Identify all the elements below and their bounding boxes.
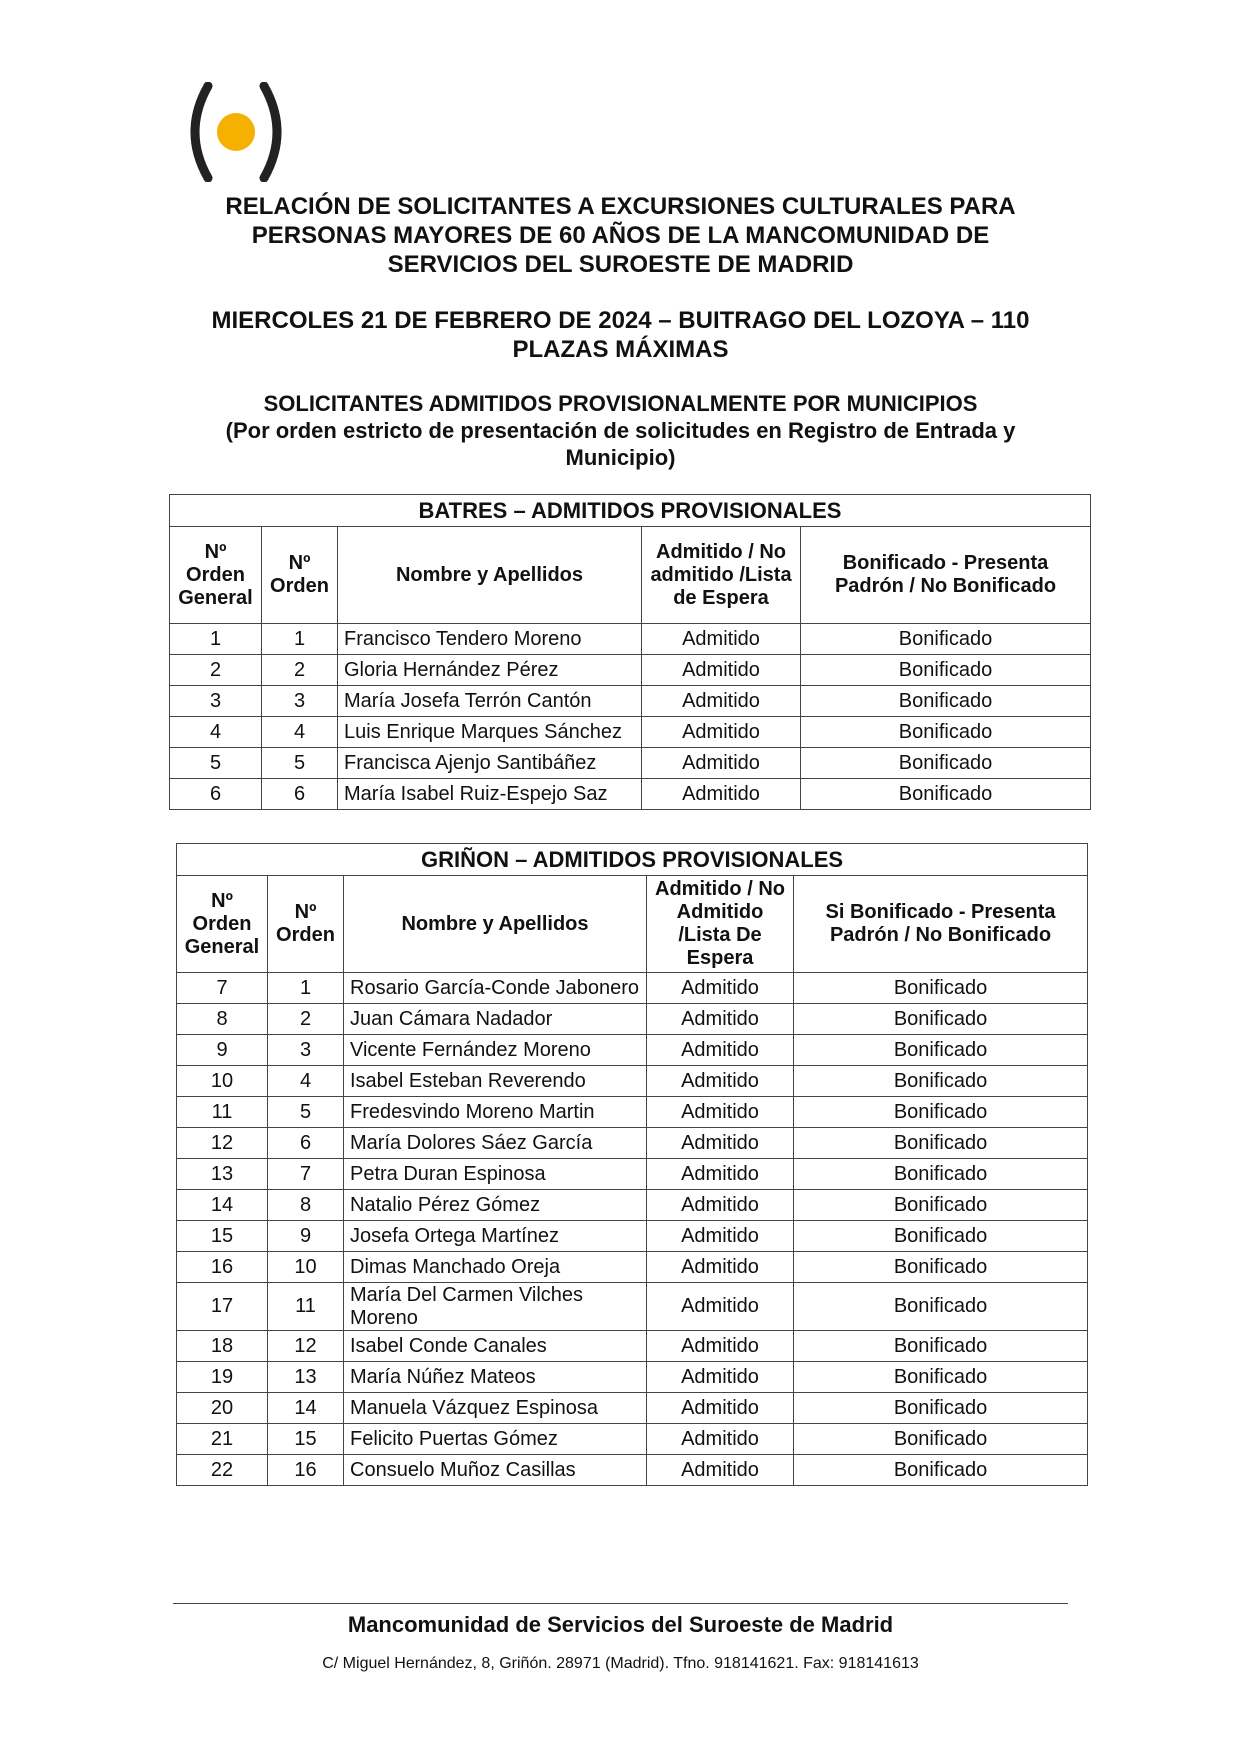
order-cell: 15 bbox=[268, 1424, 344, 1455]
bonus-cell: Bonificado bbox=[794, 1004, 1088, 1035]
status-cell: Admitido bbox=[647, 1252, 794, 1283]
logo-icon bbox=[186, 82, 286, 182]
status-cell: Admitido bbox=[647, 1035, 794, 1066]
subtitle-line: Municipio) bbox=[565, 445, 676, 470]
order-general-cell: 21 bbox=[177, 1424, 268, 1455]
name-cell: Fredesvindo Moreno Martin bbox=[344, 1097, 647, 1128]
status-cell: Admitido bbox=[642, 717, 801, 748]
order-cell: 2 bbox=[262, 655, 338, 686]
table-row bbox=[170, 686, 1091, 717]
table-row bbox=[177, 1283, 1088, 1331]
name-cell: Juan Cámara Nadador bbox=[344, 1004, 647, 1035]
table-row bbox=[177, 1004, 1088, 1035]
bonus-cell: Bonificado bbox=[794, 1455, 1088, 1486]
column-header: Nº Orden General bbox=[170, 527, 262, 624]
table-row bbox=[177, 1455, 1088, 1486]
bonus-cell: Bonificado bbox=[801, 779, 1091, 810]
order-general-cell: 7 bbox=[177, 973, 268, 1004]
order-general-cell: 20 bbox=[177, 1393, 268, 1424]
order-cell: 7 bbox=[268, 1159, 344, 1190]
table-row bbox=[177, 1190, 1088, 1221]
order-general-cell: 15 bbox=[177, 1221, 268, 1252]
name-cell: Rosario García-Conde Jabonero bbox=[344, 973, 647, 1004]
table-row bbox=[177, 1128, 1088, 1159]
name-cell: Consuelo Muñoz Casillas bbox=[344, 1455, 647, 1486]
title-line: RELACIÓN DE SOLICITANTES A EXCURSIONES CULTURALES PARA bbox=[225, 193, 1016, 220]
order-general-cell: 5 bbox=[170, 748, 262, 779]
bonus-cell: Bonificado bbox=[801, 686, 1091, 717]
table-row bbox=[177, 1066, 1088, 1097]
order-general-cell: 8 bbox=[177, 1004, 268, 1035]
status-cell: Admitido bbox=[647, 1455, 794, 1486]
status-cell: Admitido bbox=[647, 1221, 794, 1252]
table-row bbox=[170, 624, 1091, 655]
name-cell: Francisco Tendero Moreno bbox=[338, 624, 642, 655]
document-title bbox=[150, 192, 1091, 279]
column-header: Si Bonificado - Presenta Padrón / No Bonificado bbox=[794, 876, 1088, 973]
order-cell: 5 bbox=[262, 748, 338, 779]
status-cell: Admitido bbox=[647, 1283, 794, 1331]
title-line: SERVICIOS DEL SUROESTE DE MADRID bbox=[387, 251, 854, 278]
name-cell: Manuela Vázquez Espinosa bbox=[344, 1393, 647, 1424]
column-header: Nombre y Apellidos bbox=[338, 527, 642, 624]
grinon-table bbox=[176, 843, 1088, 1486]
bonus-cell: Bonificado bbox=[794, 1221, 1088, 1252]
status-cell: Admitido bbox=[647, 1362, 794, 1393]
batres-table bbox=[169, 494, 1091, 810]
order-cell: 13 bbox=[268, 1362, 344, 1393]
table-row bbox=[177, 1362, 1088, 1393]
status-cell: Admitido bbox=[647, 1393, 794, 1424]
column-header: Nº Orden bbox=[262, 527, 338, 624]
status-cell: Admitido bbox=[647, 973, 794, 1004]
column-header: Admitido / No Admitido /Lista De Espera bbox=[647, 876, 794, 973]
order-cell: 14 bbox=[268, 1393, 344, 1424]
order-cell: 16 bbox=[268, 1455, 344, 1486]
name-cell: María Isabel Ruiz-Espejo Saz bbox=[338, 779, 642, 810]
status-cell: Admitido bbox=[647, 1128, 794, 1159]
table-row bbox=[177, 1331, 1088, 1362]
status-cell: Admitido bbox=[642, 748, 801, 779]
table-row bbox=[177, 973, 1088, 1004]
status-cell: Admitido bbox=[642, 624, 801, 655]
name-cell: María Del Carmen Vilches Moreno bbox=[344, 1283, 647, 1331]
table-row bbox=[177, 1097, 1088, 1128]
table-row bbox=[177, 1159, 1088, 1190]
status-cell: Admitido bbox=[642, 655, 801, 686]
column-header: Nº Orden bbox=[268, 876, 344, 973]
footer-org: Mancomunidad de Servicios del Suroeste de Madrid bbox=[347, 1612, 894, 1637]
name-cell: Gloria Hernández Pérez bbox=[338, 655, 642, 686]
order-cell: 5 bbox=[268, 1097, 344, 1128]
bonus-cell: Bonificado bbox=[794, 1252, 1088, 1283]
order-general-cell: 1 bbox=[170, 624, 262, 655]
order-general-cell: 4 bbox=[170, 717, 262, 748]
name-cell: Vicente Fernández Moreno bbox=[344, 1035, 647, 1066]
order-general-cell: 22 bbox=[177, 1455, 268, 1486]
bonus-cell: Bonificado bbox=[794, 1035, 1088, 1066]
bonus-cell: Bonificado bbox=[794, 1393, 1088, 1424]
order-cell: 1 bbox=[262, 624, 338, 655]
name-cell: Isabel Esteban Reverendo bbox=[344, 1066, 647, 1097]
name-cell: Luis Enrique Marques Sánchez bbox=[338, 717, 642, 748]
status-cell: Admitido bbox=[647, 1097, 794, 1128]
bonus-cell: Bonificado bbox=[801, 748, 1091, 779]
name-cell: María Núñez Mateos bbox=[344, 1362, 647, 1393]
table-caption: GRIÑON – ADMITIDOS PROVISIONALES bbox=[177, 844, 1088, 876]
bonus-cell: Bonificado bbox=[794, 1159, 1088, 1190]
order-general-cell: 12 bbox=[177, 1128, 268, 1159]
name-cell: Felicito Puertas Gómez bbox=[344, 1424, 647, 1455]
subtitle bbox=[150, 390, 1091, 471]
order-cell: 6 bbox=[268, 1128, 344, 1159]
bonus-cell: Bonificado bbox=[794, 1331, 1088, 1362]
table-row bbox=[177, 1393, 1088, 1424]
bonus-cell: Bonificado bbox=[801, 655, 1091, 686]
name-cell: Dimas Manchado Oreja bbox=[344, 1252, 647, 1283]
name-cell: Petra Duran Espinosa bbox=[344, 1159, 647, 1190]
subtitle-line: (Por orden estricto de presentación de solicitudes en Registro de Entrada y bbox=[225, 418, 1016, 443]
status-cell: Admitido bbox=[647, 1331, 794, 1362]
order-cell: 8 bbox=[268, 1190, 344, 1221]
order-general-cell: 14 bbox=[177, 1190, 268, 1221]
order-cell: 4 bbox=[262, 717, 338, 748]
table-row bbox=[177, 1424, 1088, 1455]
order-general-cell: 11 bbox=[177, 1097, 268, 1128]
order-general-cell: 16 bbox=[177, 1252, 268, 1283]
order-cell: 12 bbox=[268, 1331, 344, 1362]
column-header: Nombre y Apellidos bbox=[344, 876, 647, 973]
column-header: Admitido / No admitido /Lista de Espera bbox=[642, 527, 801, 624]
name-cell: María Josefa Terrón Cantón bbox=[338, 686, 642, 717]
bonus-cell: Bonificado bbox=[794, 1362, 1088, 1393]
order-cell: 3 bbox=[268, 1035, 344, 1066]
table-row bbox=[177, 1252, 1088, 1283]
order-general-cell: 18 bbox=[177, 1331, 268, 1362]
bonus-cell: Bonificado bbox=[794, 1424, 1088, 1455]
order-cell: 6 bbox=[262, 779, 338, 810]
order-general-cell: 17 bbox=[177, 1283, 268, 1331]
table-row bbox=[170, 779, 1091, 810]
table-caption: BATRES – ADMITIDOS PROVISIONALES bbox=[170, 495, 1091, 527]
table-row bbox=[177, 1221, 1088, 1252]
order-cell: 10 bbox=[268, 1252, 344, 1283]
status-cell: Admitido bbox=[647, 1159, 794, 1190]
name-cell: Natalio Pérez Gómez bbox=[344, 1190, 647, 1221]
bonus-cell: Bonificado bbox=[794, 973, 1088, 1004]
event-heading bbox=[150, 306, 1091, 364]
subtitle-line: SOLICITANTES ADMITIDOS PROVISIONALMENTE POR MUNICIPIOS bbox=[263, 391, 978, 416]
order-general-cell: 19 bbox=[177, 1362, 268, 1393]
bonus-cell: Bonificado bbox=[794, 1190, 1088, 1221]
bonus-cell: Bonificado bbox=[801, 717, 1091, 748]
order-general-cell: 10 bbox=[177, 1066, 268, 1097]
event-line: MIERCOLES 21 DE FEBRERO DE 2024 – BUITRAGO DEL LOZOYA – 110 bbox=[211, 307, 1030, 334]
order-general-cell: 13 bbox=[177, 1159, 268, 1190]
footer-divider bbox=[173, 1603, 1068, 1604]
column-header: Nº Orden General bbox=[177, 876, 268, 973]
name-cell: Isabel Conde Canales bbox=[344, 1331, 647, 1362]
status-cell: Admitido bbox=[642, 686, 801, 717]
bonus-cell: Bonificado bbox=[801, 624, 1091, 655]
order-cell: 4 bbox=[268, 1066, 344, 1097]
status-cell: Admitido bbox=[647, 1424, 794, 1455]
name-cell: Francisca Ajenjo Santibáñez bbox=[338, 748, 642, 779]
table-row bbox=[177, 1035, 1088, 1066]
order-cell: 11 bbox=[268, 1283, 344, 1331]
bonus-cell: Bonificado bbox=[794, 1128, 1088, 1159]
name-cell: María Dolores Sáez García bbox=[344, 1128, 647, 1159]
order-cell: 9 bbox=[268, 1221, 344, 1252]
order-cell: 2 bbox=[268, 1004, 344, 1035]
bonus-cell: Bonificado bbox=[794, 1066, 1088, 1097]
event-line: PLAZAS MÁXIMAS bbox=[512, 336, 729, 363]
table-row bbox=[170, 748, 1091, 779]
status-cell: Admitido bbox=[647, 1190, 794, 1221]
table-row bbox=[170, 717, 1091, 748]
order-general-cell: 6 bbox=[170, 779, 262, 810]
column-header: Bonificado - Presenta Padrón / No Bonificado bbox=[801, 527, 1091, 624]
order-general-cell: 9 bbox=[177, 1035, 268, 1066]
order-general-cell: 2 bbox=[170, 655, 262, 686]
status-cell: Admitido bbox=[647, 1004, 794, 1035]
bonus-cell: Bonificado bbox=[794, 1097, 1088, 1128]
order-general-cell: 3 bbox=[170, 686, 262, 717]
name-cell: Josefa Ortega Martínez bbox=[344, 1221, 647, 1252]
order-cell: 1 bbox=[268, 973, 344, 1004]
table-row bbox=[170, 655, 1091, 686]
status-cell: Admitido bbox=[642, 779, 801, 810]
order-cell: 3 bbox=[262, 686, 338, 717]
status-cell: Admitido bbox=[647, 1066, 794, 1097]
footer-address: C/ Miguel Hernández, 8, Griñón. 28971 (Madrid). Tfno. 918141621. Fax: 918141613 bbox=[322, 1655, 919, 1672]
title-line: PERSONAS MAYORES DE 60 AÑOS DE LA MANCOMUNIDAD DE bbox=[251, 222, 990, 249]
bonus-cell: Bonificado bbox=[794, 1283, 1088, 1331]
